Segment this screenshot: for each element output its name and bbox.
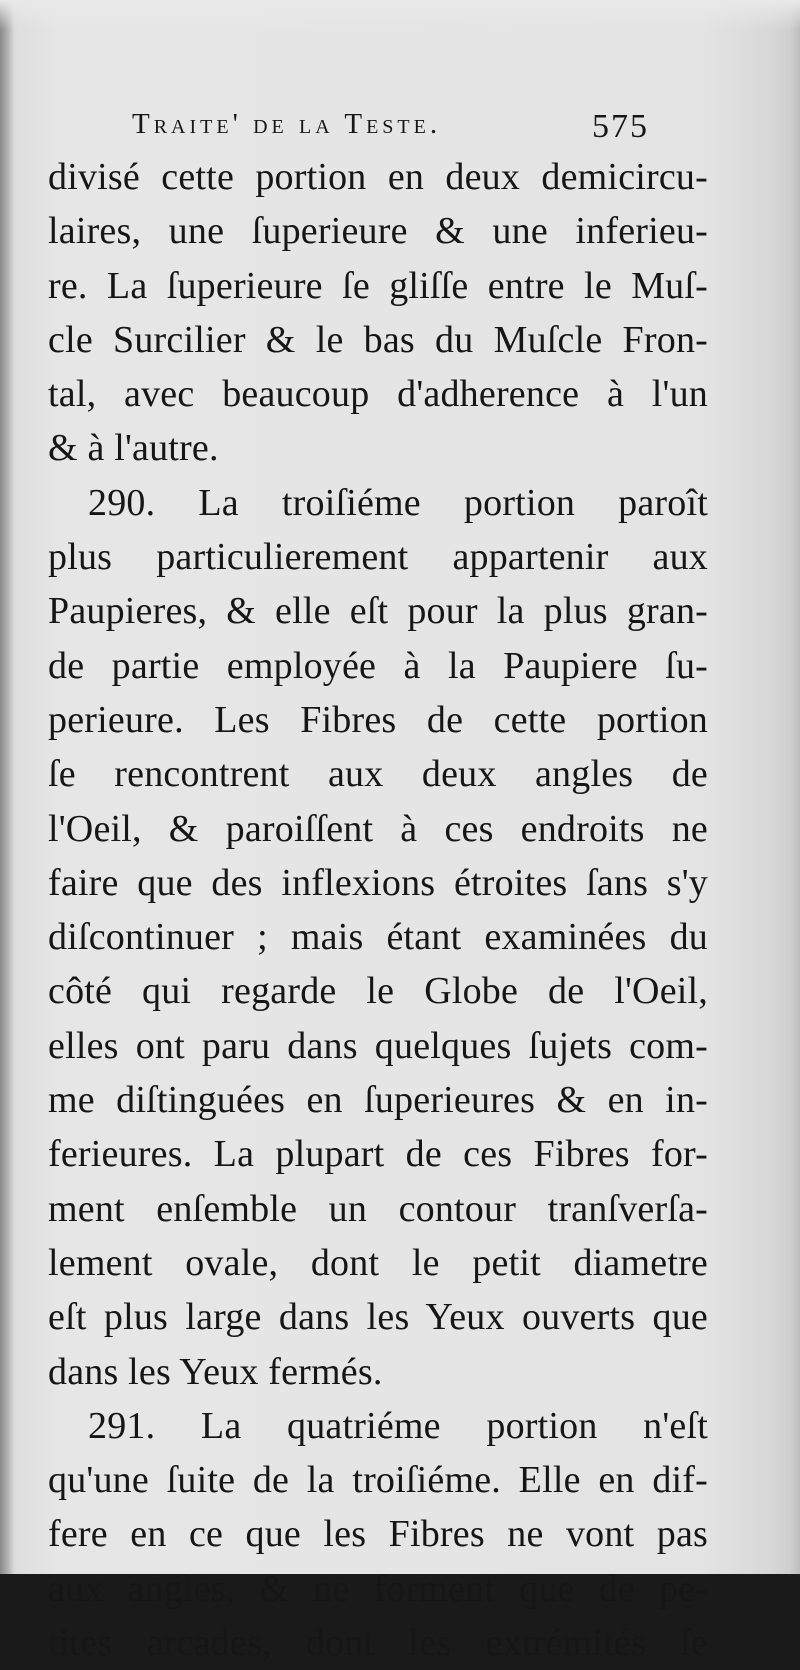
text-line: laires, une ſuperieure & une inferieu- [48, 210, 708, 253]
text-line: me diſtinguées en ſuperieures & en in- [48, 1079, 708, 1122]
text-line: fere en ce que les Fibres ne vont pas [48, 1513, 708, 1556]
running-head-title: Traite' de la Teste. [132, 108, 442, 140]
text-line: côté qui regarde le Globe de l'Oeil, [48, 970, 708, 1013]
text-line: cle Surcilier & le bas du Muſcle Fron- [48, 318, 708, 361]
text-line: qu'une ſuite de la troiſiéme. Elle en dif- [48, 1459, 708, 1502]
text-line: ſe rencontrent aux deux angles de [48, 753, 708, 796]
text-line: plus particulierement appartenir aux [48, 536, 708, 579]
text-line: 290. La troiſiéme portion paroît [88, 481, 708, 524]
text-line: re. La ſuperieure ſe gliſſe entre le Muſ- [48, 264, 708, 307]
text-line: lement ovale, dont le petit diametre [48, 1241, 708, 1284]
text-line: l'Oeil, & paroiſſent à ces endroits ne [48, 807, 708, 850]
text-line: dans les Yeux fermés. [48, 1350, 383, 1393]
text-line: perieure. Les Fibres de cette portion [48, 698, 708, 741]
text-line: tites arcades, dont les extrémités ſe [48, 1622, 708, 1665]
text-line: ferieures. La plupart de ces Fibres for- [48, 1133, 708, 1176]
running-head [132, 102, 692, 150]
page-number: 575 [592, 108, 649, 145]
page-top-edge [0, 0, 800, 30]
text-line: faire que des inflexions étroites ſans s'y [48, 861, 708, 904]
text-line: Paupieres, & elle eſt pour la plus gran- [48, 590, 708, 633]
text-line: ment enſemble un contour tranſverſa- [48, 1187, 708, 1230]
text-line: eſt plus large dans les Yeux ouverts que [48, 1296, 708, 1339]
text-line: aux angles, & ne forment que de pe- [48, 1567, 708, 1610]
text-line: tal, avec beaucoup d'adherence à l'un [48, 373, 708, 416]
text-line: elles ont paru dans quelques ſujets com- [48, 1024, 708, 1067]
text-line: 291. La quatriéme portion n'eſt [88, 1404, 708, 1447]
text-line: de partie employée à la Paupiere ſu- [48, 644, 708, 687]
body-text [48, 150, 708, 1670]
text-line: divisé cette portion en deux demicircu- [48, 156, 708, 198]
text-line: diſcontinuer ; mais étant examinées du [48, 916, 708, 959]
gutter-shadow [0, 0, 14, 1574]
text-line: & à l'autre. [48, 427, 219, 470]
